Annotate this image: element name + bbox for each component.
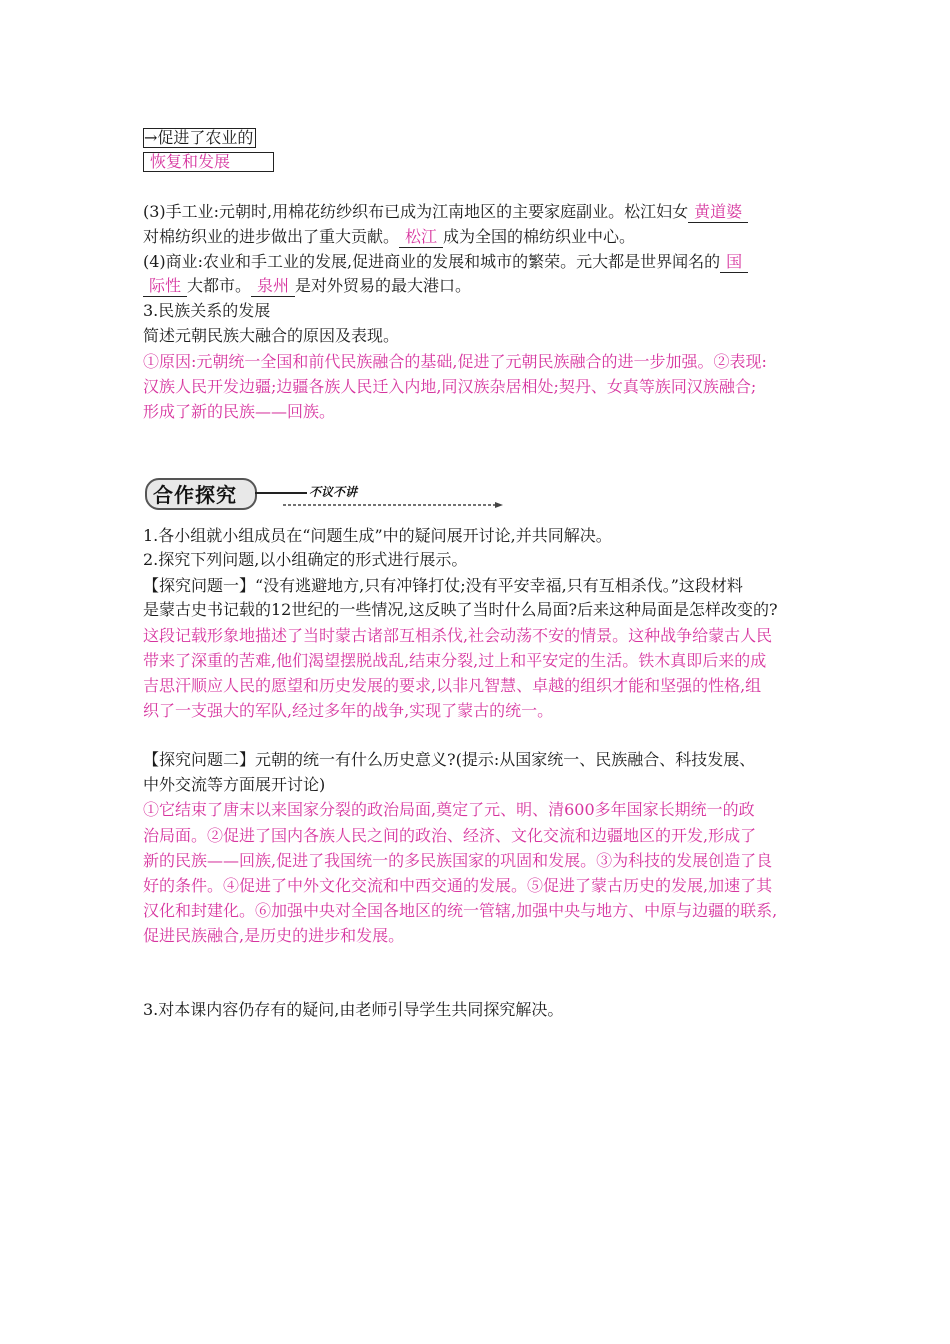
answer: 松江 <box>405 227 438 246</box>
question1-line2: 是蒙古史书记载的12世纪的一些情况,这反映了当时什么局面?后来这种局面是怎样改变的? <box>143 600 778 619</box>
answer1-line2: 带来了深重的苦难,他们渴望摆脱战乱,结束分裂,过上和平安定的生活。铁木真即后来的成 <box>143 651 767 670</box>
answer2-line5: 汉化和封建化。⑥加强中央对全国各地区的统一管辖,加强中央与地方、中原与边疆的联系, <box>143 901 778 920</box>
blank-huangdaopo <box>688 202 748 223</box>
handicraft-line1 <box>143 200 748 224</box>
text: 是对外贸易的最大港口。 <box>295 276 472 295</box>
heading-subtitle: 不议不讲 <box>309 485 358 499</box>
section3-answer-line1: ①原因:元朝统一全国和前代民族融合的基础,促进了元朝民族融合的进一步加强。②表现: <box>143 352 767 371</box>
section3-title: 3.民族关系的发展 <box>143 301 271 320</box>
heading-dash <box>255 492 307 494</box>
heading-title: 合作探究 <box>153 483 237 507</box>
answer: 国 <box>726 252 743 271</box>
text: (3)手工业:元朝时,用棉花纺纱织布已成为江南地区的主要家庭副业。松江妇女 <box>143 202 689 221</box>
answer: 黄道婆 <box>694 202 743 221</box>
text: 成为全国的棉纺织业中心。 <box>443 227 636 246</box>
section3-question: 简述元朝民族大融合的原因及表现。 <box>143 326 400 345</box>
boxed-text-line1: →促进了农业的 <box>143 128 256 148</box>
commerce-line2 <box>143 274 471 298</box>
commerce-line1 <box>143 250 748 274</box>
text: 对棉纺织业的进步做出了重大贡献。 <box>143 227 400 246</box>
answer1-line1: 这段记载形象地描述了当时蒙古诸部互相杀伐,社会动荡不安的情景。这种战争给蒙古人民 <box>143 626 773 645</box>
coop-item1: 1.各小组就小组成员在“问题生成”中的疑问展开讨论,并共同解决。 <box>143 526 612 545</box>
blank-songjiang <box>399 227 443 248</box>
blank-international-2 <box>143 276 187 297</box>
answer2-line3: 新的民族——回族,促进了我国统一的多民族国家的巩固和发展。③为科技的发展创造了良 <box>143 851 773 870</box>
boxed-answer: 恢复和发展 <box>143 152 274 172</box>
answer1-line4: 织了一支强大的军队,经过多年的战争,实现了蒙古的统一。 <box>143 701 554 720</box>
text: (4)商业:农业和手工业的发展,促进商业的发展和城市的繁荣。元大都是世界闻名的 <box>143 252 721 271</box>
section3-answer-line3: 形成了新的民族——回族。 <box>143 402 336 421</box>
arrow-icon <box>283 502 503 508</box>
question2-line1: 【探究问题二】元朝的统一有什么历史意义?(提示:从国家统一、民族融合、科技发展、 <box>143 750 756 769</box>
question1-line1: 【探究问题一】“没有逃避地方,只有冲锋打仗;没有平安幸福,只有互相杀伐。”这段材料 <box>143 576 743 595</box>
cooperative-inquiry-heading <box>143 474 373 510</box>
coop-item3: 3.对本课内容仍存有的疑问,由老师引导学生共同探究解决。 <box>143 1000 564 1019</box>
handicraft-line2 <box>143 225 635 249</box>
answer1-line3: 吉思汗顺应人民的愿望和历史发展的要求,以非凡智慧、卓越的组织才能和坚强的性格,组 <box>143 676 762 695</box>
answer2-line6: 促进民族融合,是历史的进步和发展。 <box>143 926 405 945</box>
question2-line2: 中外交流等方面展开讨论) <box>143 775 326 794</box>
section3-answer-line2: 汉族人民开发边疆;边疆各族人民迁入内地,同汉族杂居相处;契丹、女真等族同汉族融合; <box>143 377 757 396</box>
coop-item2: 2.探究下列问题,以小组确定的形式进行展示。 <box>143 550 468 569</box>
answer: 泉州 <box>257 276 290 295</box>
answer2-line2: 治局面。②促进了国内各族人民之间的政治、经济、文化交流和边疆地区的开发,形成了 <box>143 826 757 845</box>
answer2-line4: 好的条件。④促进了中外文化交流和中西交通的发展。⑤促进了蒙古历史的发展,加速了其 <box>143 876 773 895</box>
answer: 际性 <box>149 276 182 295</box>
text: 大都市。 <box>187 276 252 295</box>
answer2-line1: ①它结束了唐末以来国家分裂的政治局面,奠定了元、明、清600多年国家长期统一的政 <box>143 800 755 819</box>
blank-international-1 <box>720 252 748 273</box>
blank-quanzhou <box>251 276 295 297</box>
